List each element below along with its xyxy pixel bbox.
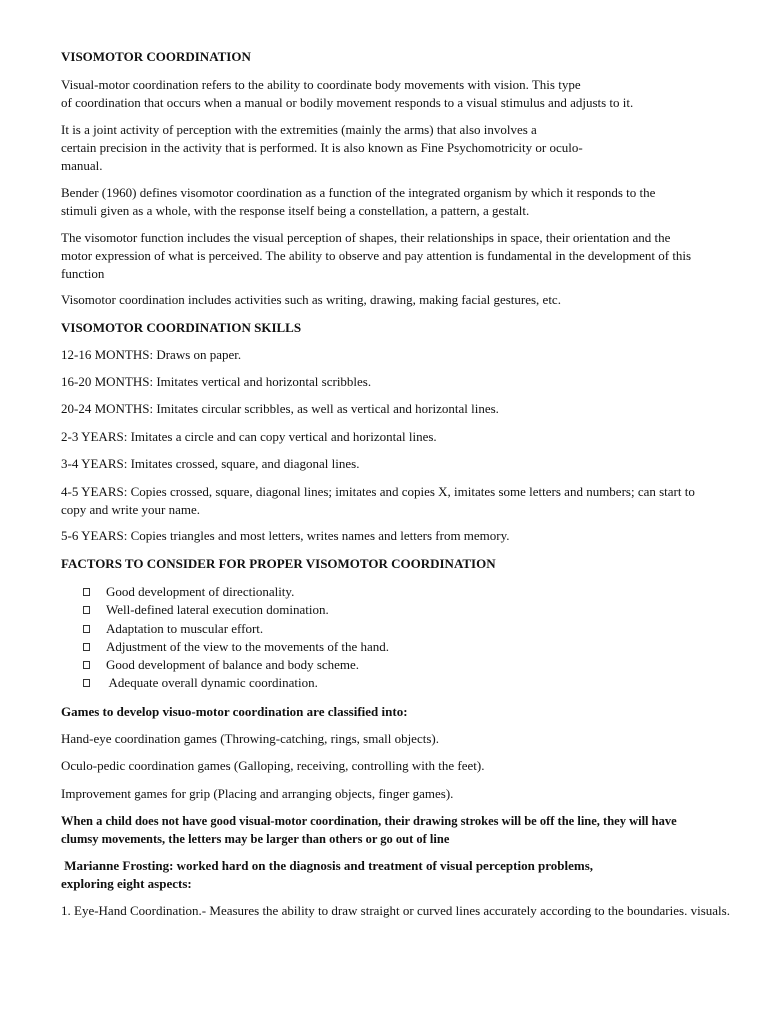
document-title: VISOMOTOR COORDINATION [61, 49, 251, 64]
list-item [83, 638, 743, 656]
list-item [83, 601, 743, 619]
bullet-icon [83, 643, 90, 651]
list-item-text: Well-defined lateral execution domination. [106, 602, 329, 618]
game-item: Improvement games for grip (Placing and arranging objects, finger games). [61, 786, 454, 801]
intro-paragraph-4 [61, 229, 765, 283]
skill-item: 5-6 YEARS: Copies triangles and most letters, writes names and letters from memory. [61, 528, 510, 543]
list-item-text: Good development of directionality. [106, 584, 295, 599]
games-heading: Games to develop visuo-motor coordination are classified into: [61, 704, 408, 719]
text-line: Visual-motor coordination refers to the ability to coordinate body movements with vision. This type [61, 77, 581, 92]
list-item-text: Adjustment of the view to the movements of the hand. [106, 638, 390, 654]
bullet-icon [83, 606, 90, 614]
bullet-icon [83, 661, 90, 669]
intro-paragraph-5: Visomotor coordination includes activities such as writing, drawing, making facial gestures, etc. [61, 292, 561, 307]
bullet-icon [83, 679, 90, 687]
skill-item: 20-24 MONTHS: Imitates circular scribbles, as well as vertical and horizontal lines. [61, 401, 499, 416]
list-item-text: Adequate overall dynamic coordination. [106, 675, 318, 691]
text-line: stimuli given as a whole, with the response itself being a constellation, a pattern, a gestalt. [61, 203, 530, 218]
game-item: Oculo-pedic coordination games (Galloping, receiving, controlling with the feet). [61, 758, 485, 773]
frosting-paragraph [61, 857, 765, 893]
intro-paragraph-1 [61, 76, 765, 112]
warning-paragraph [61, 812, 765, 848]
text-line: certain precision in the activity that is performed. It is also known as Fine Psychomotricity or oculo- [61, 140, 583, 155]
game-item: Hand-eye coordination games (Throwing-catching, rings, small objects). [61, 731, 439, 746]
skill-item [61, 483, 765, 519]
text-line: The visomotor function includes the visual perception of shapes, their relationships in space, their orientation and the [61, 230, 671, 245]
text-line: When a child does not have good visual-motor coordination, their drawing strokes will be off the line, they will have [61, 814, 677, 828]
list-item [83, 620, 743, 638]
list-item-text: Adaptation to muscular effort. [106, 620, 264, 636]
text-line: 4-5 YEARS: Copies crossed, square, diagonal lines; imitates and copies X, imitates some letters and numbers; can start to [61, 484, 695, 499]
intro-paragraph-2 [61, 121, 765, 175]
list-item [83, 583, 743, 601]
text-line: clumsy movements, the letters may be larger than others or go out of line [61, 832, 450, 846]
factors-list [83, 583, 743, 693]
intro-paragraph-3 [61, 184, 765, 220]
text-line: It is a joint activity of perception with the extremities (mainly the arms) that also involves a [61, 122, 537, 137]
bullet-icon [83, 588, 90, 596]
list-item [83, 656, 743, 674]
text-line: function [61, 266, 105, 281]
aspect-item-1: 1. Eye-Hand Coordination.- Measures the ability to draw straight or curved lines accurately according to the boundaries. visuals. [61, 903, 730, 918]
text-line: motor expression of what is perceived. The ability to observe and pay attention is fundamental in the development of this [61, 248, 692, 263]
bullet-icon [83, 625, 90, 633]
text-line: manual. [61, 158, 103, 173]
text-line: of coordination that occurs when a manual or bodily movement responds to a visual stimulus and adjusts to it. [61, 95, 634, 110]
skills-heading: VISOMOTOR COORDINATION SKILLS [61, 320, 302, 335]
factors-heading: FACTORS TO CONSIDER FOR PROPER VISOMOTOR COORDINATION [61, 556, 496, 571]
skill-item: 3-4 YEARS: Imitates crossed, square, and diagonal lines. [61, 456, 360, 471]
list-item-text: Good development of balance and body scheme. [106, 657, 360, 673]
text-line: copy and write your name. [61, 502, 200, 517]
text-line: Bender (1960) defines visomotor coordination as a function of the integrated organism by which it responds to the [61, 185, 656, 200]
skill-item: 16-20 MONTHS: Imitates vertical and horizontal scribbles. [61, 374, 372, 389]
list-item [83, 674, 743, 692]
skill-item: 12-16 MONTHS: Draws on paper. [61, 347, 242, 362]
text-line: Marianne Frosting: worked hard on the diagnosis and treatment of visual perception problems, [61, 858, 594, 873]
text-line: exploring eight aspects: [61, 876, 192, 891]
skill-item: 2-3 YEARS: Imitates a circle and can copy vertical and horizontal lines. [61, 429, 437, 444]
